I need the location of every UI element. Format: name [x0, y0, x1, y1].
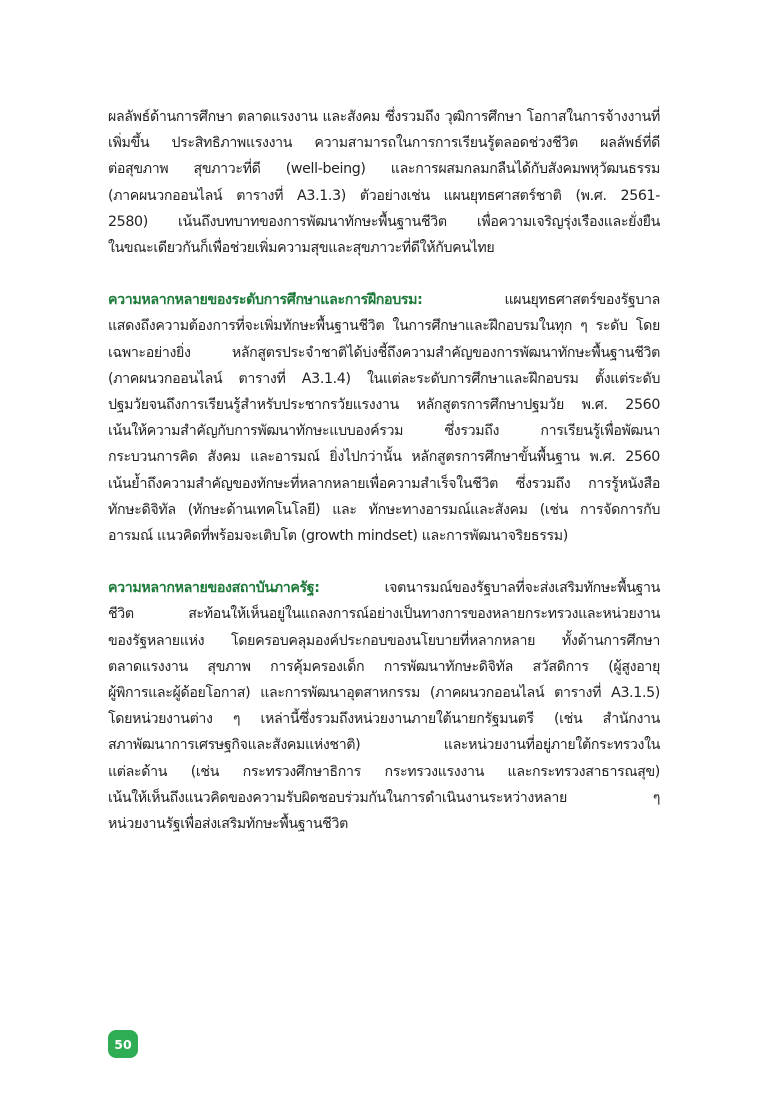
text-line: ปฐมวัยจนถึงการเรียนรู้สำหรับประชากรวัยแรงงาน หลักสูตรการศึกษาปฐมวัย พ.ศ. 2560	[108, 397, 660, 414]
text-line: เน้นให้ความสำคัญกับการพัฒนาทักษะแบบองค์รวม ซึ่งรวมถึง การเรียนรู้เพื่อพัฒนา	[108, 423, 660, 440]
section-heading-public-institutions: ความหลากหลายของสถาบันภาครัฐ:	[108, 580, 320, 597]
document-body	[108, 104, 660, 837]
text-line: ในขณะเดียวกันก็เพื่อช่วยเพิ่มความสุขและสุขภาวะที่ดีให้กับคนไทย	[108, 240, 495, 257]
text-line: เน้นย้ำถึงความสำคัญของทักษะที่หลากหลายเพื่อความสำเร็จในชีวิต ซึ่งรวมถึง การรู้หนังสือ	[108, 475, 660, 492]
page-number-badge: 50	[108, 1030, 138, 1058]
text-line: กระบวนการคิด สังคม และอารมณ์ ยิ่งไปกว่านั้น หลักสูตรการศึกษาขั้นพื้นฐาน พ.ศ. 2560	[108, 449, 660, 466]
text-line: ทักษะดิจิทัล (ทักษะด้านเทคโนโลยี) และ ทักษะทางอารมณ์และสังคม (เช่น การจัดการกับ	[108, 501, 660, 518]
text-line-continuation: เจตนารมณ์ของรัฐบาลที่จะส่งเสริมทักษะพื้นฐาน	[319, 580, 660, 597]
text-line: ตลาดแรงงาน สุขภาพ การคุ้มครองเด็ก การพัฒนาทักษะดิจิทัล สวัสดิการ (ผู้สูงอายุ	[108, 658, 660, 675]
paragraph-public-institutions	[108, 575, 660, 837]
text-line: 2580) เน้นถึงบทบาทของการพัฒนาทักษะพื้นฐานชีวิต เพื่อความเจริญรุ่งเรืองและยั่งยืน	[108, 213, 660, 230]
text-line: เน้นให้เห็นถึงแนวคิดของความรับผิดชอบร่วมกันในการดำเนินงานระหว่างหลาย ๆ	[108, 789, 660, 806]
text-line: เพิ่มขึ้น ประสิทธิภาพแรงงาน ความสามารถในการการเรียนรู้ตลอดช่วงชีวิต ผลลัพธ์ที่ดี	[108, 135, 660, 152]
text-line: หน่วยงานรัฐเพื่อส่งเสริมทักษะพื้นฐานชีวิต	[108, 816, 348, 833]
paragraph-education-levels	[108, 287, 660, 549]
text-line: ของรัฐหลายแห่ง โดยครอบคลุมองค์ประกอบของนโยบายที่หลากหลาย ทั้งด้านการศึกษา	[108, 632, 660, 649]
text-line: (ภาคผนวกออนไลน์ ตารางที่ A3.1.4) ในแต่ละระดับการศึกษาและฝึกอบรม ตั้งแต่ระดับ	[108, 370, 660, 387]
text-line: อารมณ์ แนวคิดที่พร้อมจะเติบโต (growth mindset) และการพัฒนาจริยธรรม)	[108, 528, 568, 545]
text-line: (ภาคผนวกออนไลน์ ตารางที่ A3.1.3) ตัวอย่างเช่น แผนยุทธศาสตร์ชาติ (พ.ศ. 2561-	[108, 187, 660, 204]
text-line: ต่อสุขภาพ สุขภาวะที่ดี (well-being) และการผสมกลมกลืนได้กับสังคมพหุวัฒนธรรม	[108, 161, 660, 178]
text-line: แต่ละด้าน (เช่น กระทรวงศึกษาธิการ กระทรวงแรงงาน และกระทรวงสาธารณสุข)	[108, 763, 660, 780]
paragraph-education-outcomes	[108, 104, 660, 261]
text-line: ผลลัพธ์ด้านการศึกษา ตลาดแรงงาน และสังคม ซึ่งรวมถึง วุฒิการศึกษา โอกาสในการจ้างงานที่	[108, 109, 660, 125]
text-line: เฉพาะอย่างยิ่ง หลักสูตรประจำชาติได้บ่งชี้ถึงความสำคัญของการพัฒนาทักษะพื้นฐานชีวิต	[108, 344, 660, 361]
text-line	[108, 575, 660, 601]
text-line: ผู้พิการและผู้ด้อยโอกาส) และการพัฒนาอุตสาหกรรม (ภาคผนวกออนไลน์ ตารางที่ A3.1.5)	[108, 685, 660, 702]
text-line-continuation: แผนยุทธศาสตร์ของรัฐบาล	[422, 292, 660, 309]
text-line: โดยหน่วยงานต่าง ๆ เหล่านี้ซึ่งรวมถึงหน่วยงานภายใต้นายกรัฐมนตรี (เช่น สำนักงาน	[108, 711, 660, 728]
text-line	[108, 287, 660, 313]
text-line: ชีวิต สะท้อนให้เห็นอยู่ในแถลงการณ์อย่างเป็นทางการของหลายกระทรวงและหน่วยงาน	[108, 606, 660, 623]
text-line: แสดงถึงความต้องการที่จะเพิ่มทักษะพื้นฐานชีวิต ในการศึกษาและฝึกอบรมในทุก ๆ ระดับ โดย	[108, 318, 660, 335]
text-line: สภาพัฒนาการเศรษฐกิจและสังคมแห่งชาติ) และหน่วยงานที่อยู่ภายใต้กระทรวงใน	[108, 737, 660, 754]
section-heading-education-levels: ความหลากหลายของระดับการศึกษาและการฝึกอบรม:	[108, 292, 423, 309]
